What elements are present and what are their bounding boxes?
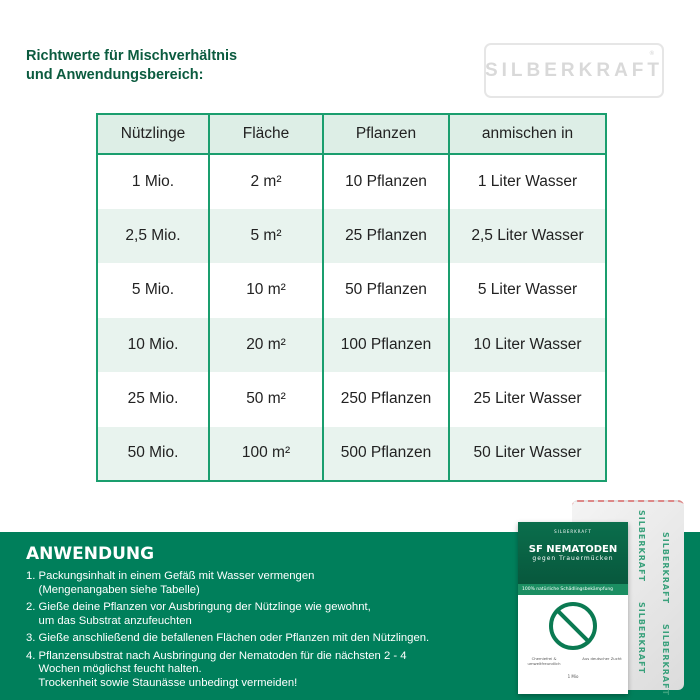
table-cell: 50 m² xyxy=(209,372,323,427)
feature-chemical-free: Chemiefrei & umweltfreundlich xyxy=(527,656,561,666)
bag-print-text: SILBERKRAFT xyxy=(661,532,670,605)
package-subtitle: gegen Trauermücken xyxy=(532,555,614,562)
table-cell: 25 Mio. xyxy=(97,372,209,427)
table-cell: 10 m² xyxy=(209,263,323,318)
product-package-image xyxy=(518,522,628,694)
title-line-1: Richtwerte für Mischverhältnis xyxy=(26,48,238,64)
column-header: Fläche xyxy=(209,114,323,154)
usage-step: 4. Pflanzensubstrat nach Ausbringung der Nematoden für die nächsten 2 - 4 Wochen möglichst feucht halten. Trockenheit sowie Staunässe unbedingt vermeiden! xyxy=(26,649,407,689)
table-cell: 20 m² xyxy=(209,318,323,373)
table-cell: 10 Pflanzen xyxy=(323,154,449,209)
usage-step: 1. Packungsinhalt in einem Gefäß mit Wasser vermengen (Mengenangaben siehe Tabelle) xyxy=(26,570,315,596)
table-cell: 10 Liter Wasser xyxy=(449,318,606,373)
title-line-2: und Anwendungsbereich: xyxy=(26,67,204,83)
table-cell: 5 Liter Wasser xyxy=(449,263,606,318)
no-mosquito-icon xyxy=(549,602,597,650)
table-cell: 50 Liter Wasser xyxy=(449,427,606,482)
bag-print-text: SILBERKRAFT xyxy=(661,624,670,697)
package-brand: SILBERKRAFT xyxy=(554,529,592,534)
table-cell: 10 Mio. xyxy=(97,318,209,373)
usage-step: 2. Gieße deine Pflanzen vor Ausbringung der Nützlinge wie gewohnt, um das Substrat anzufeuchten xyxy=(26,601,371,627)
page-title xyxy=(26,47,237,85)
usage-title: ANWENDUNG xyxy=(26,544,155,564)
bag-print-text: SILBERKRAFT xyxy=(637,510,646,583)
column-header: Nützlinge xyxy=(97,114,209,154)
table-row xyxy=(97,372,606,427)
table-cell: 100 m² xyxy=(209,427,323,482)
feature-german: Aus deutscher Zucht xyxy=(582,656,622,661)
table-cell: 5 Mio. xyxy=(97,263,209,318)
table-cell: 25 Liter Wasser xyxy=(449,372,606,427)
column-header: Pflanzen xyxy=(323,114,449,154)
table-row xyxy=(97,427,606,482)
table-cell: 2 m² xyxy=(209,154,323,209)
table-cell: 25 Pflanzen xyxy=(323,209,449,264)
table-cell: 2,5 Mio. xyxy=(97,209,209,264)
table-row xyxy=(97,263,606,318)
table-cell: 1 Mio. xyxy=(97,154,209,209)
table-row xyxy=(97,209,606,264)
table-cell: 5 m² xyxy=(209,209,323,264)
registered-mark: ® xyxy=(649,51,654,57)
usage-steps xyxy=(26,570,429,694)
column-header: anmischen in xyxy=(449,114,606,154)
table-cell: 250 Pflanzen xyxy=(323,372,449,427)
table-cell: 500 Pflanzen xyxy=(323,427,449,482)
table-header-row xyxy=(97,114,606,154)
table-cell: 100 Pflanzen xyxy=(323,318,449,373)
table-cell: 1 Liter Wasser xyxy=(449,154,606,209)
package-band: 100% natürliche Schädlingsbekämpfung xyxy=(518,584,628,595)
table-cell: 50 Pflanzen xyxy=(323,263,449,318)
brand-logo xyxy=(484,43,664,98)
package-title: SF NEMATODEN xyxy=(528,544,618,555)
dosage-table xyxy=(96,113,607,482)
logo-text: SILBERKRAFT xyxy=(484,59,664,81)
table-cell: 50 Mio. xyxy=(97,427,209,482)
table-row xyxy=(97,318,606,373)
bag-print-text: SILBERKRAFT xyxy=(637,602,646,675)
table-cell: 2,5 Liter Wasser xyxy=(449,209,606,264)
package-size: 1 Mio xyxy=(567,674,579,679)
usage-step: 3. Gieße anschließend die befallenen Flächen oder Pflanzen mit den Nützlingen. xyxy=(26,632,430,644)
table-row xyxy=(97,154,606,209)
